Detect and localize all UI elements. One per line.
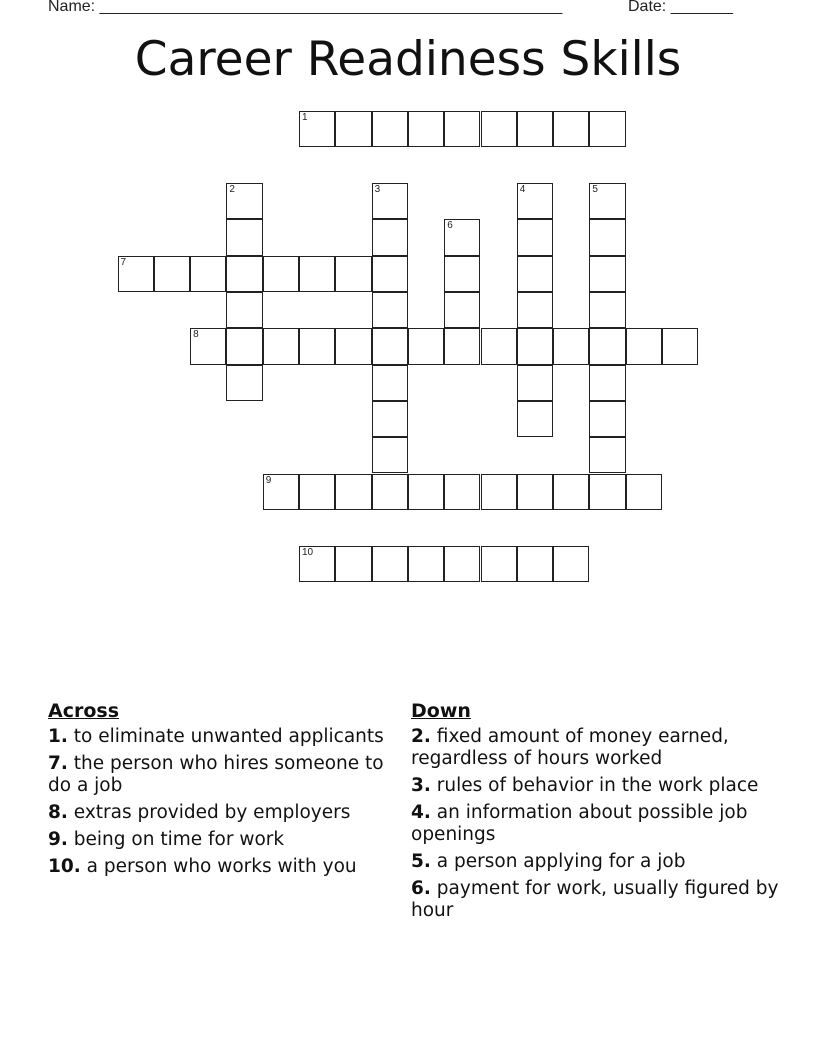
grid-cell[interactable] — [444, 546, 480, 582]
clue-text: the person who hires someone to do a job — [48, 753, 384, 796]
grid-cell[interactable] — [226, 365, 262, 401]
grid-cell[interactable] — [372, 219, 408, 255]
grid-cell[interactable] — [589, 401, 625, 437]
cell-number: 9 — [265, 474, 272, 486]
clue-number: 5. — [411, 851, 431, 872]
grid-cell[interactable] — [517, 111, 553, 147]
grid-cell[interactable] — [589, 111, 625, 147]
clue-across-7 — [48, 753, 393, 797]
cell-number: 10 — [302, 547, 314, 559]
grid-cell[interactable] — [589, 183, 625, 219]
cell-number: 5 — [592, 184, 598, 196]
clue-across-10 — [48, 856, 393, 878]
clue-text: an information about possible job openings — [411, 802, 748, 845]
grid-cell[interactable] — [517, 328, 553, 364]
down-clues — [411, 700, 781, 927]
grid-cell[interactable] — [408, 111, 444, 147]
grid-cell[interactable] — [335, 256, 371, 292]
grid-cell[interactable] — [481, 546, 517, 582]
clue-number: 6. — [411, 878, 431, 899]
grid-cell[interactable] — [299, 546, 335, 582]
cell-number: 8 — [193, 329, 199, 341]
grid-cell[interactable] — [553, 474, 589, 510]
grid-cell[interactable] — [444, 474, 480, 510]
clue-text: payment for work, usually figured by hour — [411, 878, 779, 921]
grid-cell[interactable] — [118, 256, 154, 292]
grid-cell[interactable] — [299, 111, 335, 147]
grid-cell[interactable] — [589, 256, 625, 292]
grid-cell[interactable] — [372, 328, 408, 364]
grid-cell[interactable] — [553, 328, 589, 364]
clue-text: fixed amount of money earned, regardless of hours worked — [411, 726, 729, 769]
grid-cell[interactable] — [626, 474, 662, 510]
clue-across-8 — [48, 802, 393, 824]
grid-cell[interactable] — [408, 474, 444, 510]
grid-cell[interactable] — [372, 365, 408, 401]
grid-cell[interactable] — [444, 111, 480, 147]
name-field-label: Name: ____________________________________________________ — [48, 0, 563, 15]
grid-cell[interactable] — [372, 111, 408, 147]
grid-cell[interactable] — [190, 328, 226, 364]
clue-down-2 — [411, 726, 781, 770]
grid-cell[interactable] — [335, 111, 371, 147]
clue-number: 4. — [411, 802, 431, 823]
grid-cell[interactable] — [226, 219, 262, 255]
grid-cell[interactable] — [226, 183, 262, 219]
grid-cell[interactable] — [263, 328, 299, 364]
clue-text: to eliminate unwanted applicants — [73, 726, 384, 747]
across-heading: Across — [48, 700, 120, 722]
grid-cell[interactable] — [154, 256, 190, 292]
clue-down-6 — [411, 878, 781, 922]
clue-number: 9. — [48, 829, 68, 850]
clue-down-4 — [411, 802, 781, 846]
grid-cell[interactable] — [481, 111, 517, 147]
clue-across-1 — [48, 726, 393, 748]
grid-cell[interactable] — [190, 256, 226, 292]
clue-number: 2. — [411, 726, 431, 747]
grid-cell[interactable] — [517, 256, 553, 292]
grid-cell[interactable] — [589, 292, 625, 328]
grid-cell[interactable] — [517, 474, 553, 510]
grid-cell[interactable] — [589, 437, 625, 473]
across-clues — [48, 700, 393, 883]
clue-text: a person applying for a job — [436, 851, 686, 872]
grid-cell[interactable] — [263, 474, 299, 510]
grid-cell[interactable] — [408, 546, 444, 582]
grid-cell[interactable] — [372, 292, 408, 328]
down-heading: Down — [411, 700, 471, 722]
clue-number: 1. — [48, 726, 68, 747]
clue-text: rules of behavior in the work place — [436, 775, 759, 796]
grid-cell[interactable] — [444, 292, 480, 328]
page-title: Career Readiness Skills — [134, 32, 682, 87]
grid-cell[interactable] — [299, 474, 335, 510]
grid-cell[interactable] — [626, 328, 662, 364]
grid-cell[interactable] — [335, 546, 371, 582]
cell-number: 7 — [120, 256, 127, 268]
cell-number: 1 — [302, 111, 308, 123]
grid-cell[interactable] — [226, 292, 262, 328]
clue-text: extras provided by employers — [73, 802, 351, 823]
cell-number: 6 — [447, 220, 453, 232]
cell-number: 3 — [374, 184, 381, 196]
grid-cell[interactable] — [589, 365, 625, 401]
grid-cell[interactable] — [372, 401, 408, 437]
grid-cell[interactable] — [444, 328, 480, 364]
cell-number: 4 — [519, 184, 526, 196]
grid-cell[interactable] — [517, 365, 553, 401]
clue-number: 8. — [48, 802, 68, 823]
grid-cell[interactable] — [372, 474, 408, 510]
grid-cell[interactable] — [226, 256, 262, 292]
clue-text: a person who works with you — [86, 856, 357, 877]
grid-cell[interactable] — [226, 328, 262, 364]
grid-cell[interactable] — [263, 256, 299, 292]
grid-cell[interactable] — [335, 328, 371, 364]
cell-number: 2 — [229, 184, 235, 196]
grid-cell[interactable] — [517, 546, 553, 582]
grid-cell[interactable] — [517, 219, 553, 255]
clue-text: being on time for work — [73, 829, 285, 850]
clue-across-9 — [48, 829, 393, 851]
grid-cell[interactable] — [444, 219, 480, 255]
grid-cell[interactable] — [372, 437, 408, 473]
clue-number: 3. — [411, 775, 431, 796]
clue-down-3 — [411, 775, 781, 797]
grid-cell[interactable] — [517, 292, 553, 328]
grid-cell[interactable] — [589, 328, 625, 364]
grid-cell[interactable] — [517, 401, 553, 437]
grid-cell[interactable] — [444, 256, 480, 292]
grid-cell[interactable] — [517, 183, 553, 219]
grid-cell[interactable] — [408, 328, 444, 364]
grid-cell[interactable] — [335, 474, 371, 510]
grid-cell[interactable] — [372, 183, 408, 219]
grid-cell[interactable] — [372, 256, 408, 292]
grid-cell[interactable] — [481, 474, 517, 510]
grid-cell[interactable] — [589, 219, 625, 255]
grid-cell[interactable] — [553, 111, 589, 147]
grid-cell[interactable] — [299, 256, 335, 292]
grid-cell[interactable] — [481, 328, 517, 364]
clue-number: 7. — [48, 753, 68, 774]
grid-cell[interactable] — [372, 546, 408, 582]
clue-number: 10. — [48, 856, 81, 877]
date-field-label: Date: _______ — [628, 0, 733, 15]
grid-cell[interactable] — [589, 474, 625, 510]
grid-cell[interactable] — [662, 328, 698, 364]
grid-cell[interactable] — [553, 546, 589, 582]
grid-cell[interactable] — [299, 328, 335, 364]
clue-down-5 — [411, 851, 781, 873]
